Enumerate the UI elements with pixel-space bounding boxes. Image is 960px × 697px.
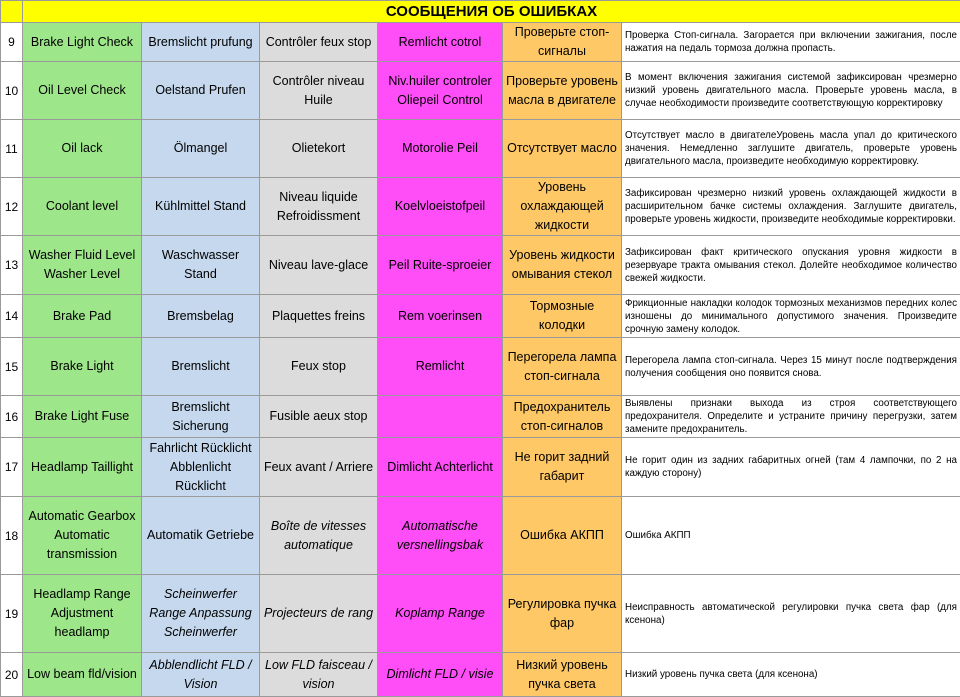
english-cell: Headlamp Range Adjustment headlamp (23, 575, 142, 653)
french-cell: Fusible aeux stop (260, 396, 378, 438)
description-cell: Не горит один из задних габаритных огней (там 4 лампочки, по 2 на каждую сторону) (622, 438, 960, 497)
french-cell: Projecteurs de rang (260, 575, 378, 653)
english-cell: Washer Fluid Level Washer Level (23, 236, 142, 295)
french-cell: Olietekort (260, 120, 378, 178)
row-number: 18 (1, 497, 23, 575)
row-number: 11 (1, 120, 23, 178)
dutch-cell (378, 396, 503, 438)
german-cell: Waschwasser Stand (142, 236, 260, 295)
russian-cell: Уровень жидкости омывания стекол (503, 236, 622, 295)
french-cell: Contrôler niveau Huile (260, 62, 378, 120)
russian-cell: Уровень охлаждающей жидкости (503, 178, 622, 236)
german-cell: Bremslicht prufung (142, 23, 260, 62)
row-number: 16 (1, 396, 23, 438)
russian-cell: Предохранитель стоп-сигналов (503, 396, 622, 438)
title-corner-cell (1, 1, 23, 23)
table-row (1, 396, 960, 438)
english-cell: Low beam fld/vision (23, 653, 142, 697)
german-cell: Bremslicht (142, 338, 260, 396)
dutch-cell: Remlicht cotrol (378, 23, 503, 62)
russian-cell: Низкий уровень пучка света (503, 653, 622, 697)
description-cell: Ошибка АКПП (622, 497, 960, 575)
table-row (1, 338, 960, 396)
french-cell: Plaquettes freins (260, 295, 378, 338)
dutch-cell: Remlicht (378, 338, 503, 396)
german-cell: Ölmangel (142, 120, 260, 178)
english-cell: Oil Level Check (23, 62, 142, 120)
german-cell: Bremsbelag (142, 295, 260, 338)
english-cell: Headlamp Taillight (23, 438, 142, 497)
french-cell: Feux stop (260, 338, 378, 396)
russian-cell: Ошибка АКПП (503, 497, 622, 575)
dutch-cell: Rem voerinsen (378, 295, 503, 338)
description-cell: Выявлены признаки выхода из строя соответствующего предохранителя. Определите и устраните причину перегрузки, затем замените предохранитель. (622, 396, 960, 438)
russian-cell: Не горит задний габарит (503, 438, 622, 497)
description-cell: Фрикционные накладки колодок тормозных механизмов передних колес изношены до минимального допустимого значения. Произведите срочную замену колодок. (622, 295, 960, 338)
row-number: 9 (1, 23, 23, 62)
row-number: 10 (1, 62, 23, 120)
french-cell: Boîte de vitesses automatique (260, 497, 378, 575)
table-row (1, 575, 960, 653)
russian-cell: Тормозные колодки (503, 295, 622, 338)
dutch-cell: Koelvloeistofpeil (378, 178, 503, 236)
description-cell: В момент включения зажигания системой зафиксирован чрезмерно низкий уровень двигательного масла. Проверьте уровень масла, в случае необходимости произведите соответствующую корректировку (622, 62, 960, 120)
row-number: 14 (1, 295, 23, 338)
english-cell: Brake Light (23, 338, 142, 396)
english-cell: Brake Light Fuse (23, 396, 142, 438)
russian-cell: Регулировка пучка фар (503, 575, 622, 653)
russian-cell: Проверьте стоп-сигналы (503, 23, 622, 62)
french-cell: Feux avant / Arriere (260, 438, 378, 497)
french-cell: Niveau liquide Refroidissment (260, 178, 378, 236)
description-cell: Отсутствует масло в двигателеУровень масла упал до критического значения. Немедленно заглушите двигатель, проверьте уровень двигательного масла, произведите необходимую корректировку. (622, 120, 960, 178)
table-row (1, 23, 960, 62)
description-cell: Перегорела лампа стоп-сигнала. Через 15 минут после подтверждения получения сообщения оно появится снова. (622, 338, 960, 396)
row-number: 19 (1, 575, 23, 653)
english-cell: Brake Pad (23, 295, 142, 338)
table-row (1, 178, 960, 236)
german-cell: Oelstand Prufen (142, 62, 260, 120)
dutch-cell: Niv.huiler controler Oliepeil Control (378, 62, 503, 120)
english-cell: Brake Light Check (23, 23, 142, 62)
french-cell: Contrôler feux stop (260, 23, 378, 62)
dutch-cell: Dimlicht FLD / visie (378, 653, 503, 697)
description-cell: Зафиксирован чрезмерно низкий уровень охлаждающей жидкости в расширительном бачке системы охлаждения. Заглушите двигатель, проверьте уровень жидкости, произведите необходимые корректировки. (622, 178, 960, 236)
table-row (1, 120, 960, 178)
title-row (1, 1, 960, 23)
french-cell: Low FLD faisceau / vision (260, 653, 378, 697)
german-cell: Fahrlicht Rücklicht Abblenlicht Rücklicht (142, 438, 260, 497)
dutch-cell: Peil Ruite-sproeier (378, 236, 503, 295)
english-cell: Coolant level (23, 178, 142, 236)
row-number: 12 (1, 178, 23, 236)
table-row (1, 497, 960, 575)
russian-cell: Проверьте уровень масла в двигателе (503, 62, 622, 120)
table-row (1, 295, 960, 338)
dutch-cell: Koplamp Range (378, 575, 503, 653)
row-number: 17 (1, 438, 23, 497)
german-cell: Scheinwerfer Range Anpassung Scheinwerfer (142, 575, 260, 653)
description-cell: Неисправность автоматической регулировки пучка света фар (для ксенона) (622, 575, 960, 653)
german-cell: Kühlmittel Stand (142, 178, 260, 236)
german-cell: Bremslicht Sicherung (142, 396, 260, 438)
russian-cell: Отсутствует масло (503, 120, 622, 178)
table-row (1, 653, 960, 697)
table-row (1, 62, 960, 120)
sheet-title: СООБЩЕНИЯ ОБ ОШИБКАХ (23, 1, 960, 23)
dutch-cell: Dimlicht Achterlicht (378, 438, 503, 497)
table-row (1, 438, 960, 497)
row-number: 15 (1, 338, 23, 396)
french-cell: Niveau lave-glace (260, 236, 378, 295)
russian-cell: Перегорела лампа стоп-сигнала (503, 338, 622, 396)
description-cell: Зафиксирован факт критического опускания уровня жидкости в резервуаре тракта омывания стекол. Долейте необходимое количество свежей жидкости. (622, 236, 960, 295)
row-number: 13 (1, 236, 23, 295)
dutch-cell: Motorolie Peil (378, 120, 503, 178)
table-row (1, 236, 960, 295)
description-cell: Проверка Стоп-сигнала. Загорается при включении зажигания, после нажатия на педаль тормоза должна пропасть. (622, 23, 960, 62)
english-cell: Automatic Gearbox Automatic transmission (23, 497, 142, 575)
german-cell: Automatik Getriebe (142, 497, 260, 575)
dutch-cell: Automatische versnellingsbak (378, 497, 503, 575)
row-number: 20 (1, 653, 23, 697)
english-cell: Oil lack (23, 120, 142, 178)
description-cell: Низкий уровень пучка света (для ксенона) (622, 653, 960, 697)
german-cell: Abblendlicht FLD / Vision (142, 653, 260, 697)
